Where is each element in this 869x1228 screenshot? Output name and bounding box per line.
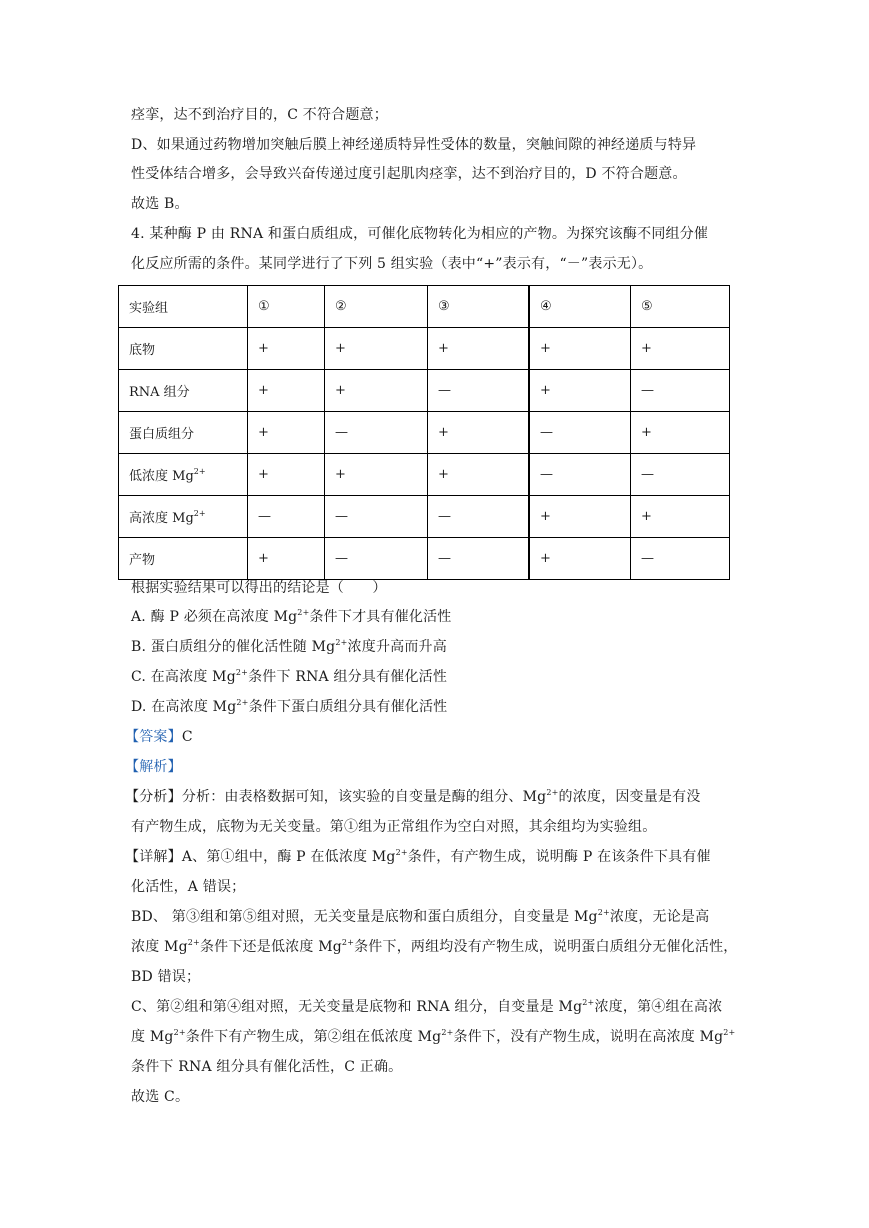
- row-label: [119, 454, 248, 496]
- superscript: 2+: [236, 698, 249, 707]
- answer-tag: 【答案】: [125, 729, 182, 745]
- analysis-line: 有产物生成，底物为无关变量。第①组为正常组作为空白对照，其余组均为实验组。: [131, 819, 657, 835]
- table-header-cell: 实验组: [119, 286, 248, 328]
- answer-line: [125, 727, 193, 747]
- table-cell: —: [428, 496, 530, 538]
- superscript: 2+: [723, 1028, 736, 1037]
- answer-value: C: [181, 729, 193, 745]
- table-cell: —: [325, 538, 428, 580]
- row-label-text: 低浓度 Mg: [129, 469, 194, 484]
- row-label: RNA 组分: [119, 370, 248, 412]
- superscript: 2+: [193, 467, 206, 476]
- table-cell: +: [248, 454, 325, 496]
- table-row: [119, 538, 730, 580]
- text-line: 性受体结合增多，会导致兴奋传递过度引起肌肉痉挛，达不到治疗目的，D 不符合题意。: [131, 166, 687, 182]
- table-cell: —: [529, 454, 631, 496]
- superscript: 2+: [193, 509, 206, 518]
- table-cell: +: [325, 454, 428, 496]
- row-label: [119, 496, 248, 538]
- row-label: 产物: [119, 538, 248, 580]
- table-cell: +: [248, 538, 325, 580]
- table-cell: —: [325, 496, 428, 538]
- question-stem: 化反应所需的条件。某同学进行了下列 5 组实验（表中“+”表示有，“－”表示无）。: [131, 256, 653, 272]
- superscript: 2+: [235, 668, 249, 677]
- detail-line: C、第②组和第④组对照，无关变量是底物和 RNA 组分，自变量是 $Mg^{2+}$浓度，第④组在高浓: [131, 998, 723, 1015]
- detail-line: 故选 C。: [131, 1089, 190, 1105]
- experiment-table: [118, 285, 730, 580]
- detail-line: 条件下 RNA 组分具有催化活性，C 正确。: [131, 1059, 403, 1075]
- table-row: [119, 496, 730, 538]
- table-cell: +: [248, 370, 325, 412]
- table-cell: +: [529, 370, 631, 412]
- table-cell: —: [428, 370, 530, 412]
- table-cell: +: [631, 328, 730, 370]
- table-cell: +: [428, 328, 530, 370]
- detail-line: BD、 第③组和第⑤组对照，无关变量是底物和蛋白质组分，自变量是 $Mg^{2+}$浓度，无论是高: [131, 908, 710, 925]
- table-row: [119, 370, 730, 412]
- table-header-cell: ①: [248, 286, 325, 328]
- question-prompt: 根据实验结果可以得出的结论是（ ）: [131, 580, 387, 596]
- table-cell: +: [529, 496, 631, 538]
- table-header-cell: ③: [428, 286, 530, 328]
- row-label: 蛋白质组分: [119, 412, 248, 454]
- superscript: 2+: [546, 788, 559, 797]
- table-cell: +: [529, 328, 631, 370]
- table-cell: +: [631, 412, 730, 454]
- detail-line: 化活性，A 错误；: [131, 879, 246, 895]
- table-cell: —: [325, 412, 428, 454]
- table-cell: —: [529, 412, 631, 454]
- row-label: 底物: [119, 328, 248, 370]
- analysis-line: 【分析】分析：由表格数据可知，该实验的自变量是酶的组分、$Mg^{2+}$的浓度，因变量是有没: [125, 788, 701, 805]
- analysis-tag: 【解析】: [125, 759, 182, 775]
- superscript: 2+: [582, 998, 595, 1007]
- table-cell: —: [428, 538, 530, 580]
- question-stem: 4. 某种酶 P 由 RNA 和蛋白质组成，可催化底物转化为相应的产物。为探究该酶不同组分催: [131, 226, 709, 242]
- table-cell: +: [428, 412, 530, 454]
- table-header-row: [119, 286, 730, 328]
- table-cell: +: [428, 454, 530, 496]
- table-header-cell: ②: [325, 286, 428, 328]
- table-row: [119, 412, 730, 454]
- table-cell: —: [631, 370, 730, 412]
- superscript: 2+: [395, 848, 408, 857]
- table-cell: —: [248, 496, 325, 538]
- table-cell: —: [631, 538, 730, 580]
- table-row: [119, 454, 730, 496]
- table-row: [119, 328, 730, 370]
- text-line: D、如果通过药物增加突触后膜上神经递质特异性受体的数量，突触间隙的神经递质与特异: [131, 137, 697, 153]
- option-a: A. 酶 P 必须在高浓度 $Mg^{2+}$条件下才具有催化活性: [131, 608, 452, 625]
- superscript: 2+: [341, 938, 355, 947]
- row-label-text: 高浓度 Mg: [129, 511, 194, 526]
- table-cell: +: [325, 370, 428, 412]
- detail-line: BD 错误；: [131, 969, 201, 985]
- superscript: 2+: [173, 1028, 186, 1037]
- table-cell: +: [529, 538, 631, 580]
- detail-line: 浓度 $Mg^{2+}$条件下还是低浓度 $Mg^{2+}$条件下，两组均没有产物生成，说明蛋白质组分无催化活性，: [131, 938, 738, 955]
- option-d: D. 在高浓度 $Mg^{2+}$条件下蛋白质组分具有催化活性: [131, 698, 448, 715]
- option-b: B. 蛋白质组分的催化活性随 $Mg^{2+}$浓度升高而升高: [131, 638, 447, 655]
- superscript: 2+: [597, 908, 610, 917]
- table-cell: —: [631, 454, 730, 496]
- table-header-cell: ⑤: [631, 286, 730, 328]
- option-c: C. 在高浓度 $Mg^{2+}$条件下 RNA 组分具有催化活性: [131, 668, 448, 685]
- superscript: 2+: [335, 638, 348, 647]
- detail-line: 【详解】A、第①组中，酶 P 在低浓度 $Mg^{2+}$条件，有产物生成，说明酶 P 在该条件下具有催: [125, 848, 711, 865]
- table-header-cell: ④: [529, 286, 631, 328]
- text-line: 痉挛，达不到治疗目的，C 不符合题意；: [131, 107, 388, 123]
- table-cell: +: [248, 328, 325, 370]
- superscript: 2+: [441, 1028, 454, 1037]
- detail-line: 度 $Mg^{2+}$条件下有产物生成，第②组在低浓度 $Mg^{2+}$条件下，没有产物生成，说明在高浓度 $Mg^{2+}$: [131, 1028, 736, 1045]
- superscript: 2+: [297, 608, 310, 617]
- table-cell: +: [631, 496, 730, 538]
- table-cell: +: [248, 412, 325, 454]
- superscript: 2+: [187, 938, 200, 947]
- table-cell: +: [325, 328, 428, 370]
- text-line: 故选 B。: [131, 196, 189, 212]
